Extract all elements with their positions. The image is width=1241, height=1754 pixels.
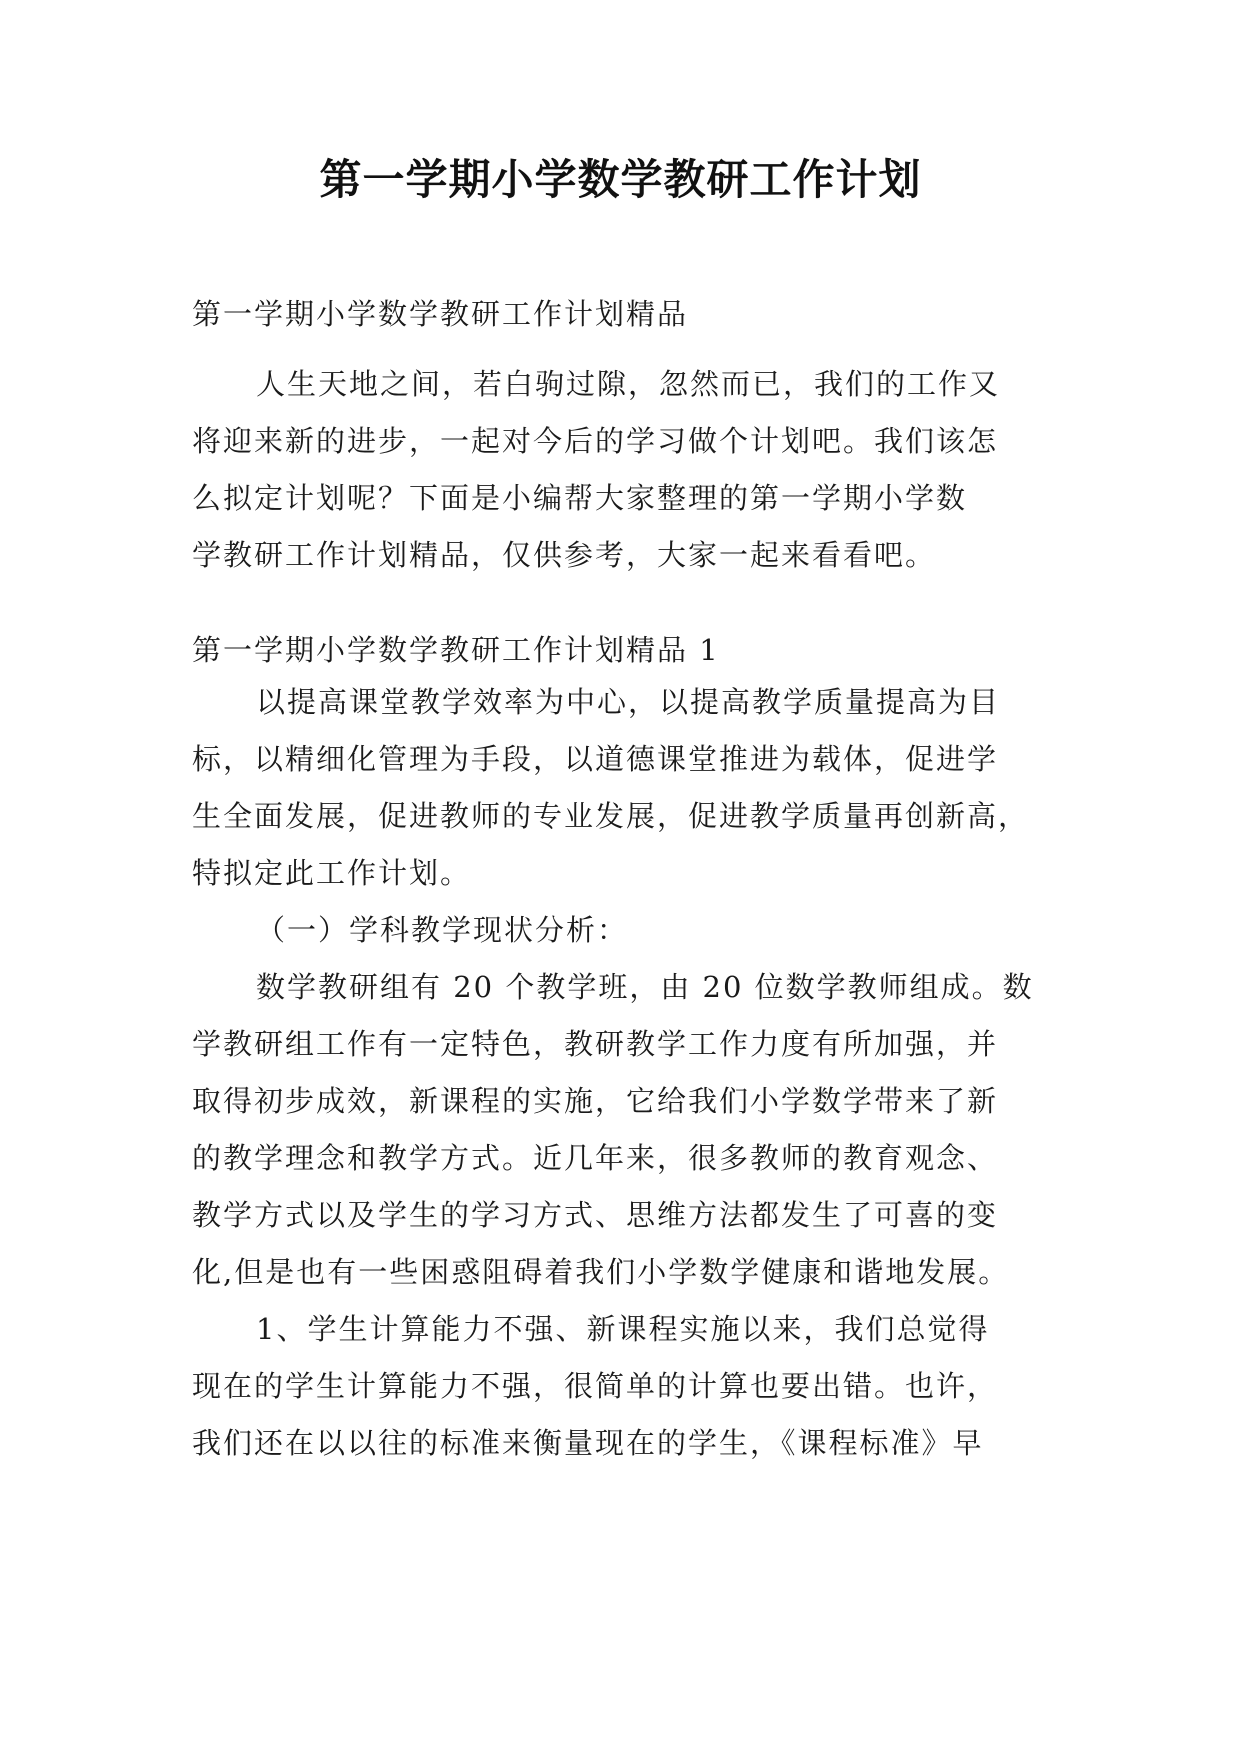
body-line: 学教研组工作有一定特色，教研教学工作力度有所加强，并 [192, 1027, 999, 1061]
body-line: 的教学理念和教学方式。近几年来，很多教师的教育观念、 [192, 1141, 999, 1175]
intro-line: 人生天地之间，若白驹过隙，忽然而已，我们的工作又 [256, 367, 1001, 401]
intro-line: 学教研工作计划精品，仅供参考，大家一起来看看吧。 [192, 538, 937, 572]
body-line: 现在的学生计算能力不强，很简单的计算也要出错。也许， [192, 1369, 999, 1403]
document-title: 第一学期小学数学教研工作计划 [319, 155, 922, 204]
intro-paragraph [192, 356, 1052, 584]
section-heading: 第一学期小学数学教研工作计划精品 1 [192, 633, 720, 667]
body-line: 取得初步成效，新课程的实施，它给我们小学数学带来了新 [192, 1084, 999, 1118]
body-line: 标，以精细化管理为手段，以道德课堂推进为载体，促进学 [192, 742, 999, 776]
intro-line: 么拟定计划呢？下面是小编帮大家整理的第一学期小学数 [192, 481, 968, 515]
subsection-heading: （一）学科教学现状分析： [256, 913, 629, 947]
document-subtitle: 第一学期小学数学教研工作计划精品 [192, 297, 689, 331]
body-line: 我们还在以以往的标准来衡量现在的学生，《课程标准》早 [192, 1426, 984, 1460]
body-paragraphs [192, 674, 1052, 1472]
body-line: 1、学生计算能力不强、新课程实施以来，我们总觉得 [256, 1312, 990, 1346]
body-line: 特拟定此工作计划。 [192, 856, 472, 890]
body-line: 以提高课堂教学效率为中心，以提高教学质量提高为目 [256, 685, 1001, 719]
body-line: 教学方式以及学生的学习方式、思维方法都发生了可喜的变 [192, 1198, 999, 1232]
body-line: 化,但是也有一些困惑阻碍着我们小学数学健康和谐地发展。 [192, 1255, 1010, 1289]
body-line: 生全面发展，促进教师的专业发展，促进教学质量再创新高， [192, 799, 1030, 833]
intro-line: 将迎来新的进步，一起对今后的学习做个计划吧。我们该怎 [192, 424, 999, 458]
body-line: 数学教研组有 20 个教学班，由 20 位数学教师组成。数 [256, 970, 1034, 1004]
